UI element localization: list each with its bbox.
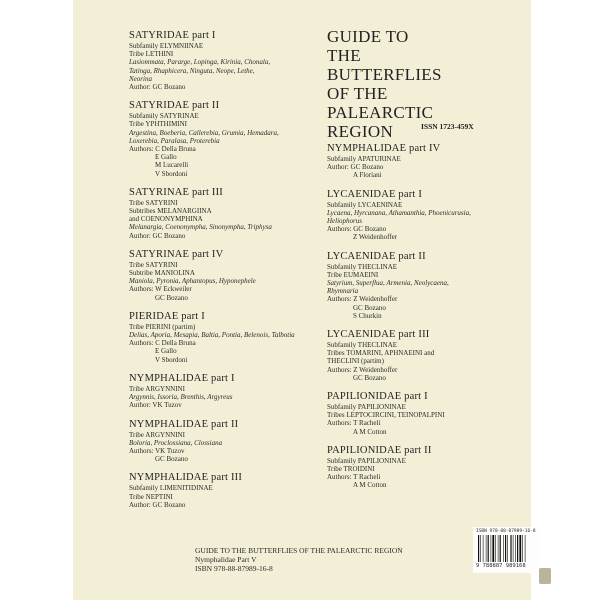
entry-line: Authors: T Racheli <box>327 473 381 482</box>
entry-genera: Heliophorus <box>327 217 362 226</box>
entry-genera: Melanargia, Coenonympha, Sinonympha, Triphysa <box>129 223 272 232</box>
catalog-entry <box>129 30 334 91</box>
barcode-bar <box>522 535 523 562</box>
entry-genera: Delias, Aporia, Mesapia, Baltia, Pontia, Belenois, Talbotia <box>129 331 295 340</box>
entry-genera: Loxerebia, Paralasa, Proterebia <box>129 136 220 145</box>
catalog-entry <box>129 373 334 410</box>
barcode-bar <box>498 535 499 562</box>
entry-title: NYMPHALIDAE part IV <box>327 143 441 154</box>
entry-title: LYCAENIDAE part II <box>327 250 426 262</box>
entry-line: E Gallo <box>155 347 177 356</box>
barcode-bar <box>486 535 487 562</box>
entry-line: Authors: T Racheli <box>327 419 381 428</box>
entry-line: Tribe ARGYNNINI <box>129 430 185 439</box>
entry-genera: Satyrium, Superflua, Armenia, Neolycaena, <box>327 279 449 288</box>
right-column <box>327 143 527 499</box>
barcode-bar <box>507 535 508 562</box>
entry-line: Authors: Z Weidenhoffer <box>327 365 398 374</box>
entry-line: Subfamily LIMENITIDINAE <box>129 484 213 493</box>
entry-line: Subtribe MANIOLINA <box>129 269 195 278</box>
entry-line: E Gallo <box>155 153 177 162</box>
barcode-bar <box>478 535 479 562</box>
entry-line: Tribe NEPTINI <box>129 492 173 501</box>
entry-title: PAPILIONIDAE part II <box>327 444 432 456</box>
entry-line: V Sbordoni <box>155 355 188 364</box>
entry-genera: Lasiommata, Pararge, Lopinga, Kirinia, Chonala, <box>129 58 271 67</box>
series-title-line: GUIDE TO <box>327 27 409 46</box>
entry-title: PAPILIONIDAE part I <box>327 391 428 403</box>
entry-line: Authors: Z Weidenhoffer <box>327 295 398 304</box>
barcode-isbn: ISBN 978-88-87989-16-8 <box>476 529 536 534</box>
entry-title: SATYRINAE part IV <box>129 248 224 260</box>
series-title-line: REGION <box>327 122 394 141</box>
entry-line: Tribe SATYRINI <box>129 198 178 207</box>
entry-title: SATYRINAE part III <box>129 186 223 198</box>
entry-line: Tribes TOMARINI, APHNAEINI and <box>327 349 435 358</box>
entry-line: Subfamily APATURINAE <box>327 155 401 163</box>
entry-line: Subfamily PAPILIONINAE <box>327 456 406 465</box>
back-cover <box>73 0 536 600</box>
barcode-bar <box>483 535 484 562</box>
barcode-bar <box>492 535 494 562</box>
barcode-bar <box>510 535 511 562</box>
entry-line: Subfamily THECLINAE <box>327 341 398 350</box>
entry-line: Authors: GC Bozano <box>327 225 387 234</box>
entry-line: Tribe TROIDINI <box>327 465 375 474</box>
barcode-number: 9 788887 989168 <box>476 563 526 569</box>
entry-title: SATYRIDAE part I <box>129 30 216 41</box>
entry-genera: Maniola, Pyronia, Aphantopus, Hyponephele <box>129 277 256 286</box>
bottom-info <box>195 546 495 573</box>
entry-line: GC Bozano <box>353 303 386 312</box>
entry-line: Tribe SATYRINI <box>129 260 178 269</box>
bottom-series: GUIDE TO THE BUTTERFLIES OF THE PALEARCTIC REGION <box>195 546 403 555</box>
entry-line: A M Cotton <box>353 427 387 436</box>
entry-line: Tribe LETHINI <box>129 50 174 59</box>
series-title-line: BUTTERFLIES <box>327 65 442 84</box>
catalog-entry <box>327 391 527 436</box>
bottom-volume: Nymphalidae Part V <box>195 555 257 564</box>
catalog-entry <box>129 472 334 509</box>
entry-line: Z Weidenhoffer <box>353 233 398 242</box>
catalog-entry <box>327 143 527 180</box>
bottom-isbn: ISBN 978-88-87989-16-8 <box>195 564 273 573</box>
entry-line: S Churkin <box>353 311 382 320</box>
entry-line: Author: GC Bozano <box>327 163 384 172</box>
barcode-bar <box>495 535 496 562</box>
catalog-entry <box>327 329 527 382</box>
entry-title: NYMPHALIDAE part I <box>129 372 235 384</box>
entry-line: Tribes LEPTOCIRCINI, TEINOPALPINI <box>327 411 445 420</box>
entry-title: NYMPHALIDAE part II <box>129 418 239 430</box>
barcode-bar <box>519 535 521 562</box>
entry-genera: Neorina <box>129 74 152 83</box>
entry-line: Subtribes MELANARGIINA <box>129 207 212 216</box>
entry-genera: Boloria, Proclossiana, Clossiana <box>129 438 223 447</box>
barcode-bar <box>505 535 506 562</box>
entry-title: NYMPHALIDAE part III <box>129 472 243 484</box>
barcode-bar <box>480 535 481 562</box>
left-column <box>129 30 334 518</box>
catalog-entry <box>327 251 527 320</box>
entry-line: GC Bozano <box>353 373 386 382</box>
entry-title: LYCAENIDAE part I <box>327 188 423 200</box>
entry-line: A M Cotton <box>353 481 387 490</box>
catalog-entry <box>129 311 334 364</box>
entry-line: GC Bozano <box>155 293 188 302</box>
entry-line: Authors: C Della Bruna <box>129 145 196 154</box>
entry-genera: Argynnis, Issoria, Brenthis, Argyreus <box>129 393 233 402</box>
entry-line: Author: GC Bozano <box>129 231 186 240</box>
entry-genera: Tatinga, Rhaphicera, Ninguta, Neope, Lethe, <box>129 66 255 75</box>
entry-line: Subfamily ELYMNIINAE <box>129 42 204 50</box>
catalog-entry <box>327 445 527 490</box>
barcode-bar <box>513 535 514 562</box>
catalog-entry <box>129 187 334 240</box>
series-title-line: OF THE <box>327 84 388 103</box>
entry-genera: Argestina, Boeberia, Callerebia, Grumia, Hemadara, <box>129 128 279 137</box>
entry-line: Authors: C Della Bruna <box>129 339 196 348</box>
barcode-bars <box>476 535 536 563</box>
barcode-bar <box>488 535 489 562</box>
entry-line: Authors: W Eckweiler <box>129 285 192 294</box>
barcode-bar <box>491 535 492 562</box>
entry-line: GC Bozano <box>155 455 188 464</box>
entry-line: Tribe ARGYNNINI <box>129 384 185 393</box>
barcode-bar <box>503 535 504 562</box>
entry-genera: Rhymnaria <box>327 287 359 296</box>
entry-line: Tribe PIERINI (partim) <box>129 322 196 331</box>
entry-line: V Sbordoni <box>155 169 188 178</box>
entry-title: LYCAENIDAE part III <box>327 329 430 341</box>
entry-line: Tribe EUMAEINI <box>327 270 379 279</box>
entry-line: A Floriani <box>353 171 382 180</box>
entry-genera: Lycaena, Hyrcanana, Athamanthia, Phoenicurusia, <box>327 208 471 217</box>
entry-line: M Lucarelli <box>155 161 189 170</box>
publisher-logo-icon <box>539 568 551 584</box>
barcode-bar <box>515 535 516 562</box>
entry-line: and COENONYMPHINA <box>129 215 203 224</box>
entry-line: Tribe YPHTHIMINI <box>129 120 188 129</box>
barcode-bar <box>517 535 518 562</box>
barcode <box>473 527 539 573</box>
entry-line: THECLINI (partim) <box>327 357 384 366</box>
entry-line: Author: VK Tuzov <box>129 401 182 410</box>
catalog-entry <box>129 419 334 464</box>
entry-line: Subfamily THECLINAE <box>327 262 398 271</box>
catalog-entry <box>129 249 334 302</box>
entry-line: Subfamily LYCAENINAE <box>327 200 403 209</box>
issn-label: ISSN 1723-459X <box>421 122 474 131</box>
entry-line: Subfamily SATYRINAE <box>129 112 199 121</box>
catalog-entry <box>327 189 527 242</box>
catalog-entry <box>129 100 334 178</box>
barcode-bar <box>500 535 501 562</box>
entry-line: Authors: VK Tuzov <box>129 446 185 455</box>
series-title-line: PALEARCTIC <box>327 103 434 122</box>
entry-line: Subfamily PAPILIONINAE <box>327 403 406 412</box>
entry-title: SATYRIDAE part II <box>129 100 220 112</box>
entry-title: PIERIDAE part I <box>129 310 205 322</box>
entry-line: Author: GC Bozano <box>129 500 186 509</box>
barcode-bar <box>525 535 526 562</box>
series-title-line: THE <box>327 46 361 65</box>
entry-line: Author: GC Bozano <box>129 83 186 92</box>
